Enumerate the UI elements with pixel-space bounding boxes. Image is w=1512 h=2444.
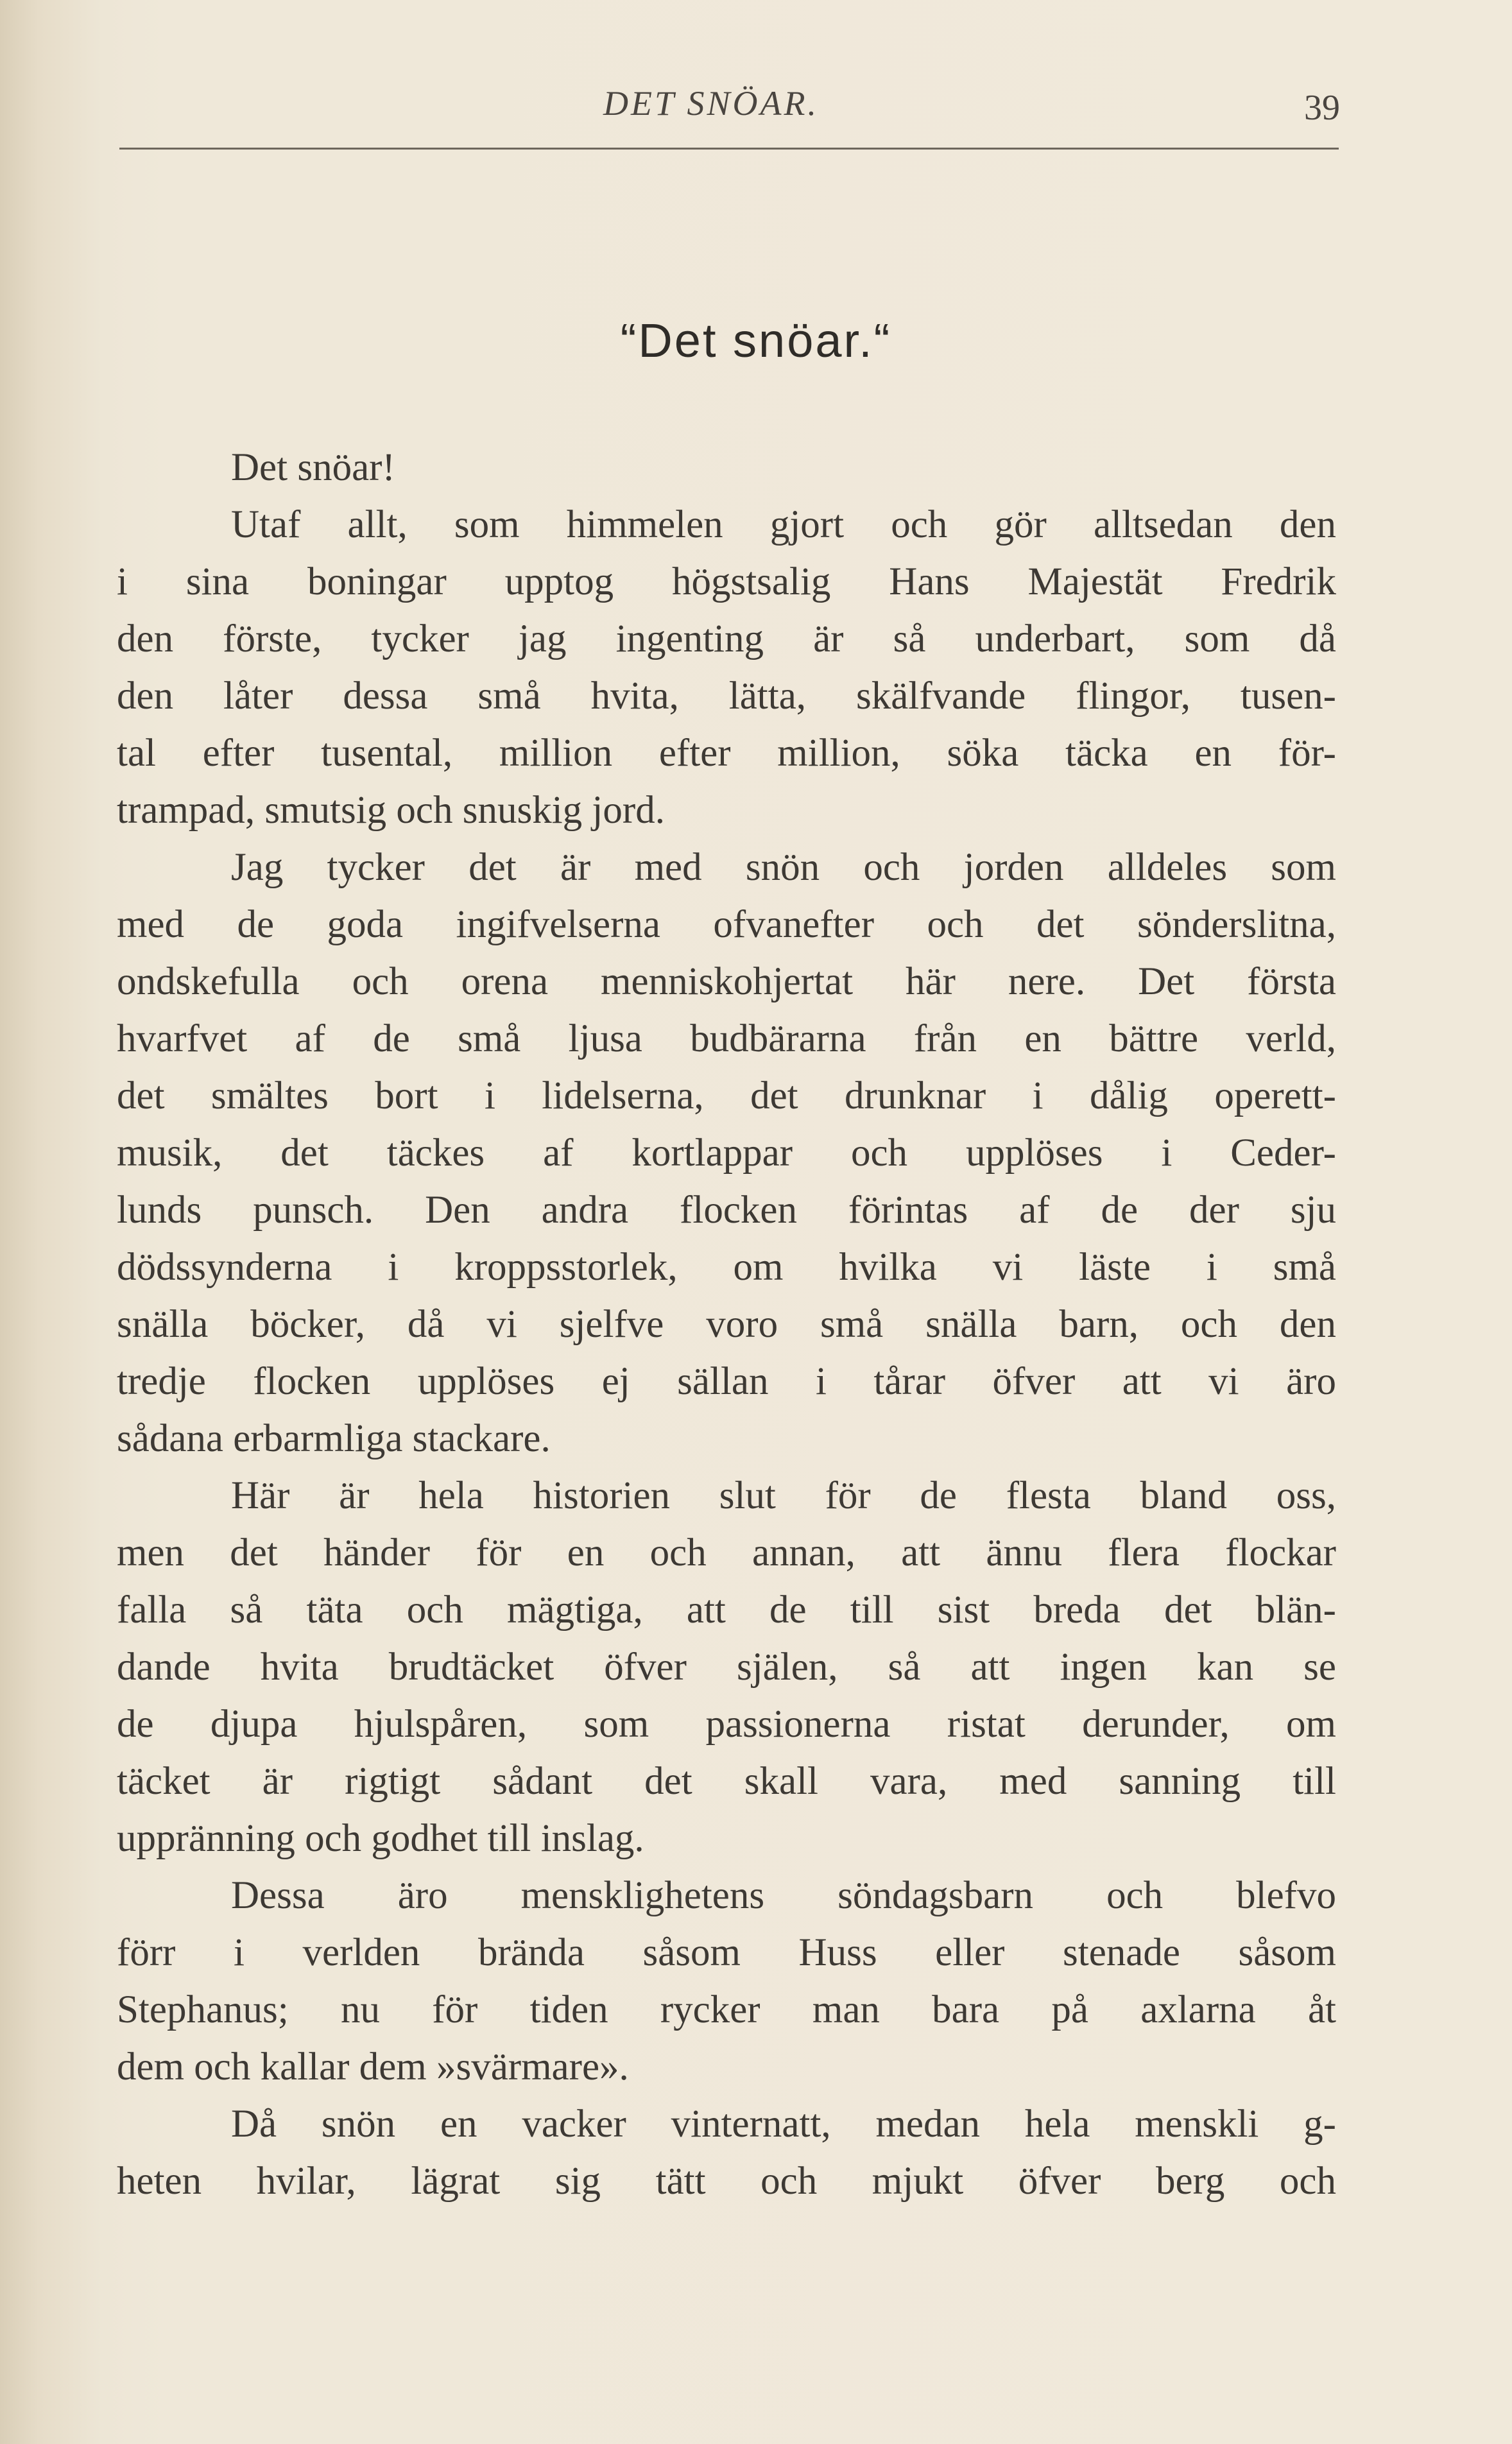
text-line: falla så täta och mägtiga, att de till sist breda det blän- <box>117 1588 1336 1631</box>
text-line: Det snöar! <box>231 446 395 489</box>
text-line: den förste, tycker jag ingenting är så underbart, som då <box>117 617 1336 660</box>
text-line: Utaf allt, som himmelen gjort och gör alltsedan den <box>231 503 1336 546</box>
text-line: Dessa äro mensklighetens söndagsbarn och blefvo <box>231 1874 1336 1917</box>
text-line: trampad, smutsig och snuskig jord. <box>117 789 665 832</box>
text-line: det smältes bort i lidelserna, det drunknar i dålig operett- <box>117 1074 1336 1117</box>
text-line: uppränning och godhet till inslag. <box>117 1817 644 1860</box>
text-line: Då snön en vacker vinternatt, medan hela menskli g- <box>231 2103 1336 2146</box>
text-line: tal efter tusental, million efter million, söka täcka en för- <box>117 732 1336 775</box>
text-line: sådana erbarmliga stackare. <box>117 1417 551 1460</box>
text-line: hvarfvet af de små ljusa budbärarna från en bättre verld, <box>117 1017 1336 1060</box>
text-line: dödssynderna i kroppsstorlek, om hvilka vi läste i små <box>117 1246 1336 1289</box>
text-line: den låter dessa små hvita, lätta, skälfvande flingor, tusen- <box>117 675 1336 718</box>
text-line: förr i verlden brända såsom Huss eller stenade såsom <box>117 1931 1336 1974</box>
page-number: 39 <box>1304 88 1340 128</box>
text-line: i sina boningar upptog högstsalig Hans Majestät Fredrik <box>117 560 1336 603</box>
text-line: dem och kallar dem »svärmare». <box>117 2045 629 2088</box>
text-line: Stephanus; nu för tiden rycker man bara på axlarna åt <box>117 1988 1336 2031</box>
body-text <box>117 439 1336 2210</box>
text-line: Jag tycker det är med snön och jorden alldeles som <box>231 846 1336 889</box>
text-line: heten hvilar, lägrat sig tätt och mjukt öfver berg och <box>117 2160 1336 2203</box>
text-line: Här är hela historien slut för de flesta bland oss, <box>231 1474 1336 1517</box>
text-line: täcket är rigtigt sådant det skall vara, med sanning till <box>117 1760 1336 1803</box>
text-line: med de goda ingifvelserna ofvanefter och det sönderslitna, <box>117 903 1336 946</box>
running-head <box>0 83 1512 135</box>
text-line: dande hvita brudtäcket öfver själen, så att ingen kan se <box>117 1646 1336 1689</box>
text-line: tredje flocken upplöses ej sällan i tårar öfver att vi äro <box>117 1360 1336 1403</box>
text-line: de djupa hjulspåren, som passionerna ristat derunder, om <box>117 1703 1336 1746</box>
text-line: men det händer för en och annan, att ännu flera flockar <box>117 1531 1336 1574</box>
text-line: ondskefulla och orena menniskohjertat här nere. Det första <box>117 960 1336 1003</box>
header-rule <box>119 148 1339 150</box>
running-title: DET SNÖAR. <box>603 84 820 123</box>
chapter-heading: “Det snöar.“ <box>620 314 892 367</box>
text-line: snälla böcker, då vi sjelfve voro små snälla barn, och den <box>117 1303 1336 1346</box>
text-line: lunds punsch. Den andra flocken förintas af de der sju <box>117 1189 1336 1232</box>
text-line: musik, det täckes af kortlappar och upplöses i Ceder- <box>117 1132 1336 1175</box>
